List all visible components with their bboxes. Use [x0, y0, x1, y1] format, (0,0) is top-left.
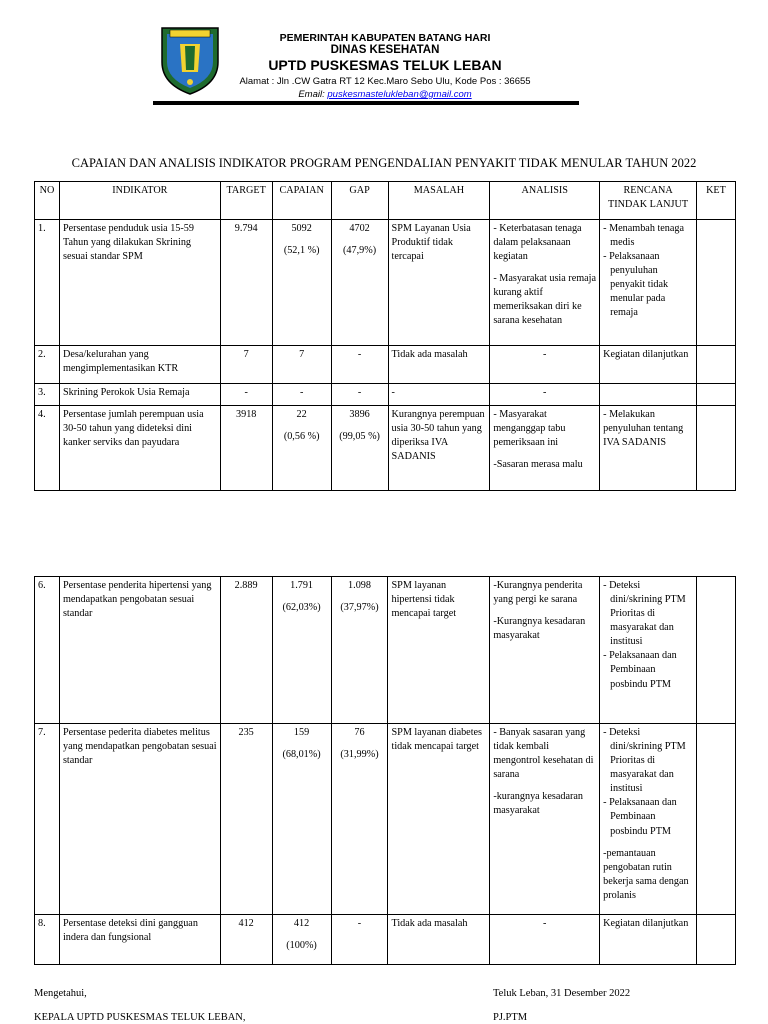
row-rencana: - Melakukan penyuluhan tentang IVA SADANIS	[600, 406, 697, 491]
email-link[interactable]: puskesmastelukleban@gmail.com	[327, 89, 472, 100]
header-no: NO	[35, 182, 60, 220]
table-row	[35, 724, 736, 915]
row-target: 3918	[220, 406, 272, 491]
row-gap: -	[331, 915, 388, 965]
row-analisis: -	[490, 384, 600, 406]
row-masalah: Kurangnya perempuan usia 30-50 tahun yang diperiksa IVA SADANIS	[388, 406, 490, 491]
table-row	[35, 406, 736, 491]
row-masalah: SPM Layanan Usia Produktif tidak tercapai	[388, 220, 490, 346]
row-masalah: SPM layanan diabetes tidak mencapai target	[388, 724, 490, 915]
table-header-row	[35, 182, 736, 220]
row-rencana	[600, 384, 697, 406]
row-no: 7.	[35, 724, 60, 915]
row-gap: 1.098 (37,97%)	[331, 577, 388, 724]
header-masalah: MASALAH	[388, 182, 490, 220]
letterhead-divider	[153, 101, 579, 105]
footer-head-title: KEPALA UPTD PUSKESMAS TELUK LEBAN,	[34, 1012, 246, 1023]
letterhead-email-line	[200, 89, 570, 100]
row-no: 3.	[35, 384, 60, 406]
header-target: TARGET	[220, 182, 272, 220]
row-masalah: Tidak ada masalah	[388, 915, 490, 965]
row-capaian: 5092 (52,1 %)	[272, 220, 331, 346]
document-title: CAPAIAN DAN ANALISIS INDIKATOR PROGRAM PENGENDALIAN PENYAKIT TIDAK MENULAR TAHUN 2022	[71, 156, 697, 170]
row-analisis: -Kurangnya penderita yang pergi ke sarana -Kurangnya kesadaran masyarakat	[490, 577, 600, 724]
row-no: 2.	[35, 346, 60, 384]
row-indikator: Persentase jumlah perempuan usia 30-50 tahun yang dideteksi dini kanker serviks dan payudara	[59, 406, 220, 491]
row-no: 6.	[35, 577, 60, 724]
row-indikator: Persentase penderita hipertensi yang mendapatkan pengobatan sesuai standar	[59, 577, 220, 724]
row-indikator: Skrining Perokok Usia Remaja	[59, 384, 220, 406]
row-masalah: Tidak ada masalah	[388, 346, 490, 384]
row-no: 4.	[35, 406, 60, 491]
header-gap: GAP	[331, 182, 388, 220]
letterhead-government: PEMERINTAH KABUPATEN BATANG HARI	[279, 32, 491, 44]
row-rencana: Kegiatan dilanjutkan	[600, 915, 697, 965]
header-indikator: INDIKATOR	[59, 182, 220, 220]
row-capaian: -	[272, 384, 331, 406]
row-target: 9.794	[220, 220, 272, 346]
row-gap: 76 (31,99%)	[331, 724, 388, 915]
row-gap: 3896 (99,05 %)	[331, 406, 388, 491]
row-ket	[696, 406, 735, 491]
letterhead-address: Alamat : Jln .CW Gatra RT 12 Kec.Maro Sebo Ulu, Kode Pos : 36655	[239, 76, 531, 87]
table-row	[35, 915, 736, 965]
row-target: 7	[220, 346, 272, 384]
row-gap: 4702 (47,9%)	[331, 220, 388, 346]
table-row	[35, 384, 736, 406]
row-analisis: - Masyarakat menganggap tabu pemeriksaan ini -Sasaran merasa malu	[490, 406, 600, 491]
row-indikator: Persentase penduduk usia 15-59 Tahun yang dilakukan Skrining sesuai standar SPM	[59, 220, 220, 346]
footer-pj-title: PJ.PTM	[493, 1012, 528, 1023]
row-target: 2.889	[220, 577, 272, 724]
row-capaian: 1.791 (62,03%)	[272, 577, 331, 724]
indicator-table-part2	[34, 576, 736, 965]
row-ket	[696, 220, 735, 346]
email-label: Email:	[298, 89, 328, 100]
row-analisis: - Keterbatasan tenaga dalam pelaksanaan kegiatan - Masyarakat usia remaja kurang aktif memeriksakan diri ke sarana kesehatan	[490, 220, 600, 346]
row-indikator: Persentase pederita diabetes melitus yang mendapatkan pengobatan sesuai standar	[59, 724, 220, 915]
row-ket	[696, 346, 735, 384]
table-row	[35, 220, 736, 346]
row-masalah: SPM layanan hipertensi tidak mencapai target	[388, 577, 490, 724]
letterhead-institution: UPTD PUSKESMAS TELUK LEBAN	[268, 57, 502, 73]
row-gap: -	[331, 346, 388, 384]
header-ket: KET	[696, 182, 735, 220]
row-ket	[697, 915, 736, 965]
indicator-table-part1	[34, 181, 736, 491]
row-analisis: -	[490, 346, 600, 384]
row-target: 235	[220, 724, 272, 915]
row-capaian: 7	[272, 346, 331, 384]
table-row	[35, 346, 736, 384]
row-no: 8.	[35, 915, 60, 965]
row-indikator: Persentase deteksi dini gangguan indera dan fungsional	[59, 915, 220, 965]
header-rencana: RENCANA TINDAK LANJUT	[600, 182, 697, 220]
row-capaian: 412 (100%)	[272, 915, 331, 965]
footer-acknowledged: Mengetahui,	[34, 988, 87, 999]
row-gap: -	[331, 384, 388, 406]
table-row	[35, 577, 736, 724]
row-target: -	[220, 384, 272, 406]
row-ket	[697, 724, 736, 915]
row-capaian: 22 (0,56 %)	[272, 406, 331, 491]
header-analisis: ANALISIS	[490, 182, 600, 220]
row-rencana: - Deteksi dini/skrining PTM Prioritas di masyarakat dan institusi - Pelaksanaan dan Pembinaan posbindu PTM	[600, 577, 697, 724]
row-capaian: 159 (68,01%)	[272, 724, 331, 915]
row-ket	[696, 384, 735, 406]
row-analisis: - Banyak sasaran yang tidak kembali mengontrol kesehatan di sarana -kurangnya kesadaran masyarakat	[490, 724, 600, 915]
row-analisis: -	[490, 915, 600, 965]
row-rencana: - Deteksi dini/skrining PTM Prioritas di masyarakat dan institusi - Pelaksanaan dan Pembinaan posbindu PTM -pemantauan pengobatan rutin bekerja sama dengan prolanis	[600, 724, 697, 915]
footer-place-date: Teluk Leban, 31 Desember 2022	[493, 988, 631, 999]
row-rencana: Kegiatan dilanjutkan	[600, 346, 697, 384]
row-no: 1.	[35, 220, 60, 346]
row-rencana: - Menambah tenaga medis - Pelaksanaan penyuluhan penyakit tidak menular pada remaja	[600, 220, 697, 346]
row-ket	[697, 577, 736, 724]
row-indikator: Desa/kelurahan yang mengimplementasikan KTR	[59, 346, 220, 384]
letterhead-department: DINAS KESEHATAN	[330, 44, 440, 56]
row-target: 412	[220, 915, 272, 965]
row-masalah: -	[388, 384, 490, 406]
header-capaian: CAPAIAN	[272, 182, 331, 220]
